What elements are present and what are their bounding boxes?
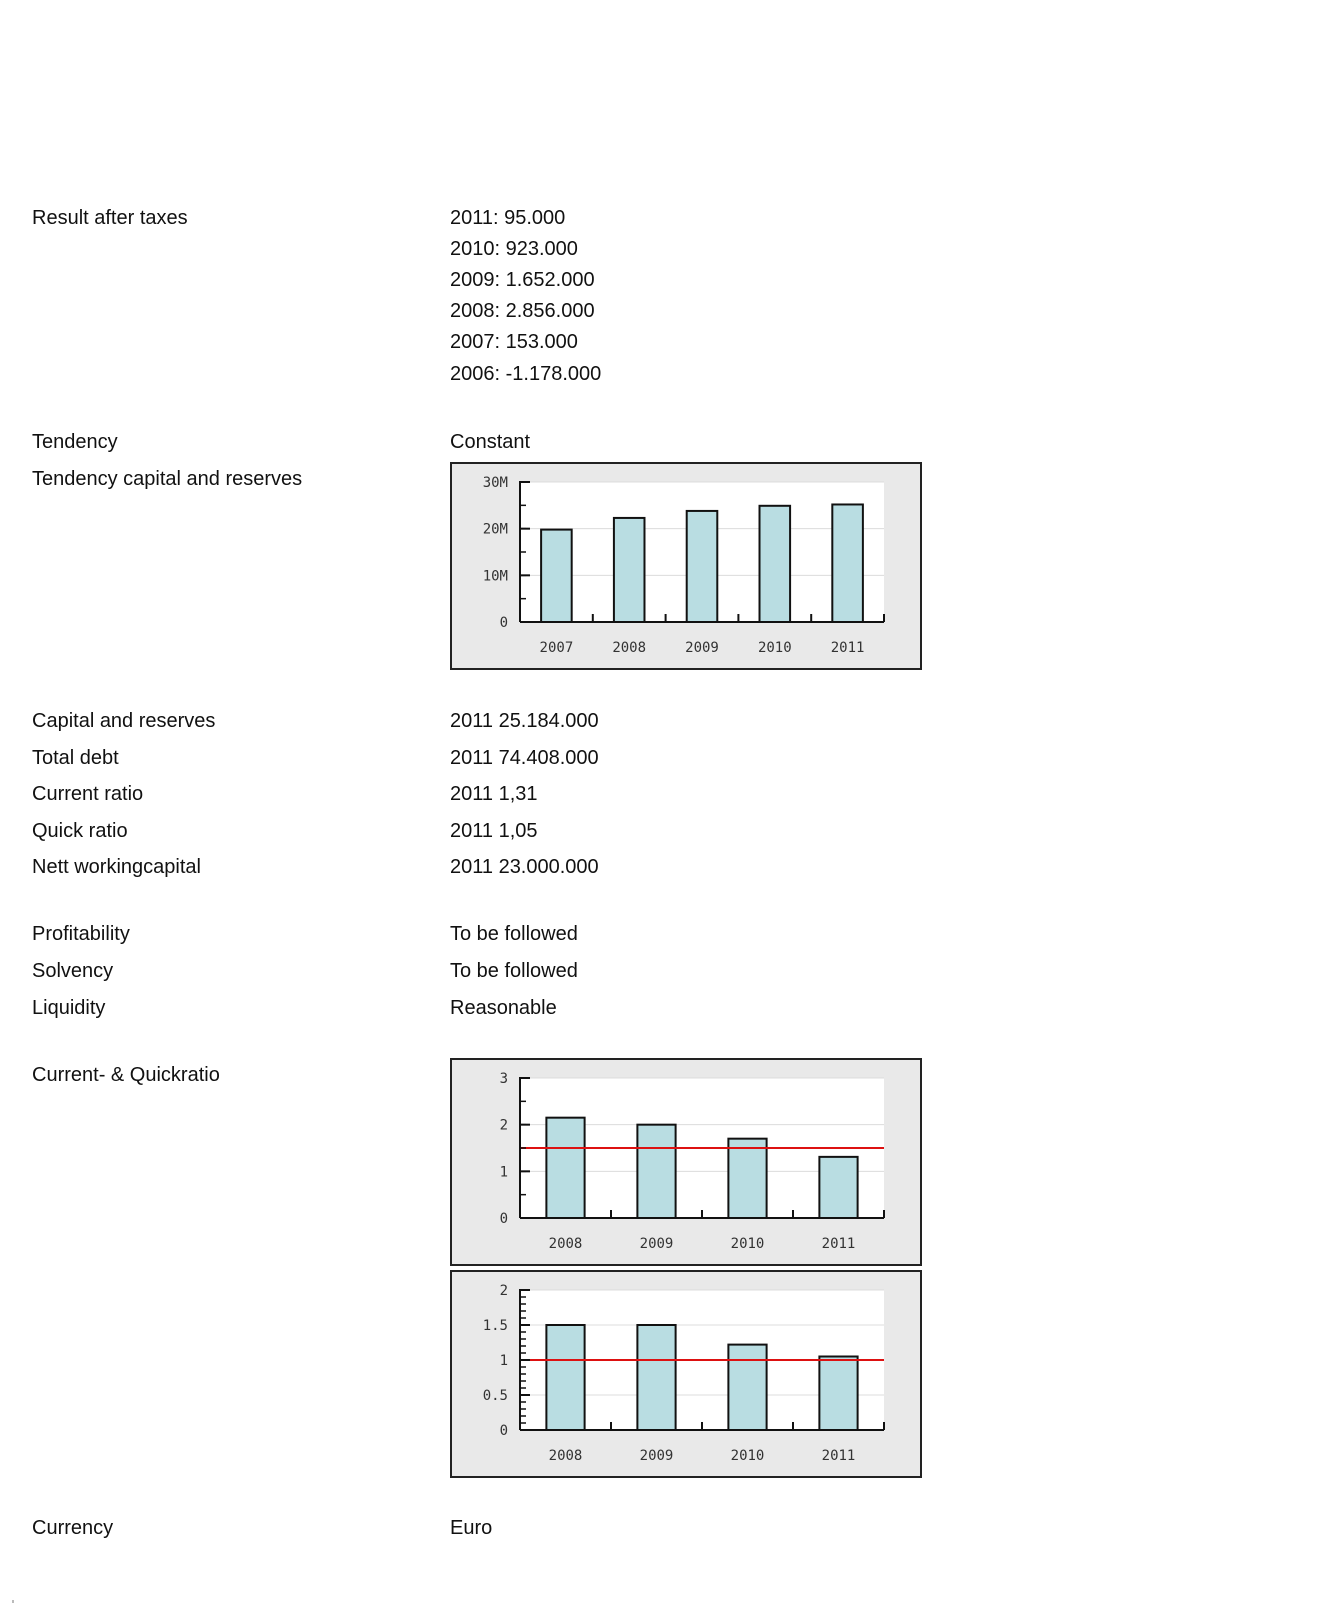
chart-svg [452, 1272, 920, 1476]
bar-2009 [637, 1325, 675, 1430]
y-tick-label: 10M [482, 568, 508, 585]
bar-2009 [687, 511, 718, 622]
bar-2010 [728, 1345, 766, 1430]
x-tick-label: 2011 [821, 1448, 856, 1464]
profitability-value: To be followed [450, 923, 578, 945]
y-tick-label: 0 [499, 1423, 508, 1439]
result-2006: 2006: -1.178.000 [450, 363, 602, 385]
total-debt-value: 2011 74.408.000 [450, 747, 599, 769]
bar-2011 [819, 1157, 857, 1218]
quick-ratio-value: 2011 1,05 [450, 820, 538, 842]
y-tick-label: 2 [499, 1117, 508, 1134]
result-2008: 2008: 2.856.000 [450, 300, 595, 322]
bar-2008 [614, 518, 645, 622]
y-tick-label: 3 [499, 1071, 508, 1087]
quick-ratio-chart [450, 1270, 922, 1478]
x-tick-label: 2010 [730, 1448, 765, 1464]
solvency-value: To be followed [450, 960, 578, 982]
bar-2009 [637, 1125, 675, 1218]
y-tick-label: 0 [499, 615, 508, 631]
bar-2008 [546, 1325, 584, 1430]
liquidity-value: Reasonable [450, 997, 557, 1019]
tendency-capital-label: Tendency capital and reserves [32, 468, 303, 490]
nett-workingcapital-label: Nett workingcapital [32, 856, 201, 878]
currency-label: Currency [32, 1517, 114, 1539]
bar-2010 [728, 1139, 766, 1218]
bar-2010 [760, 506, 791, 622]
current-quick-ratio-label: Current- & Quickratio [32, 1064, 220, 1086]
result-after-taxes-label: Result after taxes [32, 207, 188, 229]
x-tick-label: 2009 [639, 1236, 674, 1252]
x-tick-label: 2009 [685, 640, 719, 656]
result-2010: 2010: 923.000 [450, 238, 578, 260]
capital-reserves-value: 2011 25.184.000 [450, 710, 599, 732]
solvency-label: Solvency [32, 960, 114, 982]
x-tick-label: 2008 [548, 1448, 583, 1464]
tendency-value: Constant [450, 431, 531, 453]
liquidity-label: Liquidity [32, 997, 106, 1019]
x-tick-label: 2007 [539, 640, 574, 656]
y-tick-label: 1 [499, 1353, 508, 1369]
current-ratio-label: Current ratio [32, 783, 144, 805]
bar-2008 [546, 1118, 584, 1218]
bar-2011 [819, 1357, 857, 1431]
x-tick-label: 2008 [612, 640, 647, 656]
page-edge-mark [12, 1600, 14, 1603]
bar-2007 [541, 530, 572, 622]
y-tick-label: 1 [499, 1164, 508, 1181]
y-tick-label: 1.5 [482, 1318, 508, 1334]
capital-reserves-label: Capital and reserves [32, 710, 216, 732]
result-2011: 2011: 95.000 [450, 207, 566, 229]
x-tick-label: 2011 [830, 640, 865, 656]
total-debt-label: Total debt [32, 747, 119, 769]
x-tick-label: 2009 [639, 1448, 674, 1464]
currency-value: Euro [450, 1517, 493, 1539]
y-tick-label: 30M [482, 475, 508, 491]
chart-svg [452, 464, 920, 668]
x-tick-label: 2008 [548, 1236, 583, 1252]
profitability-label: Profitability [32, 923, 130, 945]
x-tick-label: 2011 [821, 1236, 856, 1252]
tendency-label: Tendency [32, 431, 118, 453]
chart-svg [452, 1060, 920, 1264]
bar-2011 [832, 504, 863, 622]
nett-workingcapital-value: 2011 23.000.000 [450, 856, 599, 878]
y-tick-label: 2 [499, 1283, 508, 1299]
capital-reserves-chart [450, 462, 922, 670]
current-ratio-value: 2011 1,31 [450, 783, 538, 805]
y-tick-label: 20M [482, 521, 508, 538]
current-ratio-chart [450, 1058, 922, 1266]
result-2007: 2007: 153.000 [450, 331, 578, 353]
y-tick-label: 0.5 [482, 1388, 508, 1404]
x-tick-label: 2010 [730, 1236, 765, 1252]
quick-ratio-label: Quick ratio [32, 820, 128, 842]
y-tick-label: 0 [499, 1211, 508, 1227]
result-2009: 2009: 1.652.000 [450, 269, 595, 291]
x-tick-label: 2010 [757, 640, 792, 656]
